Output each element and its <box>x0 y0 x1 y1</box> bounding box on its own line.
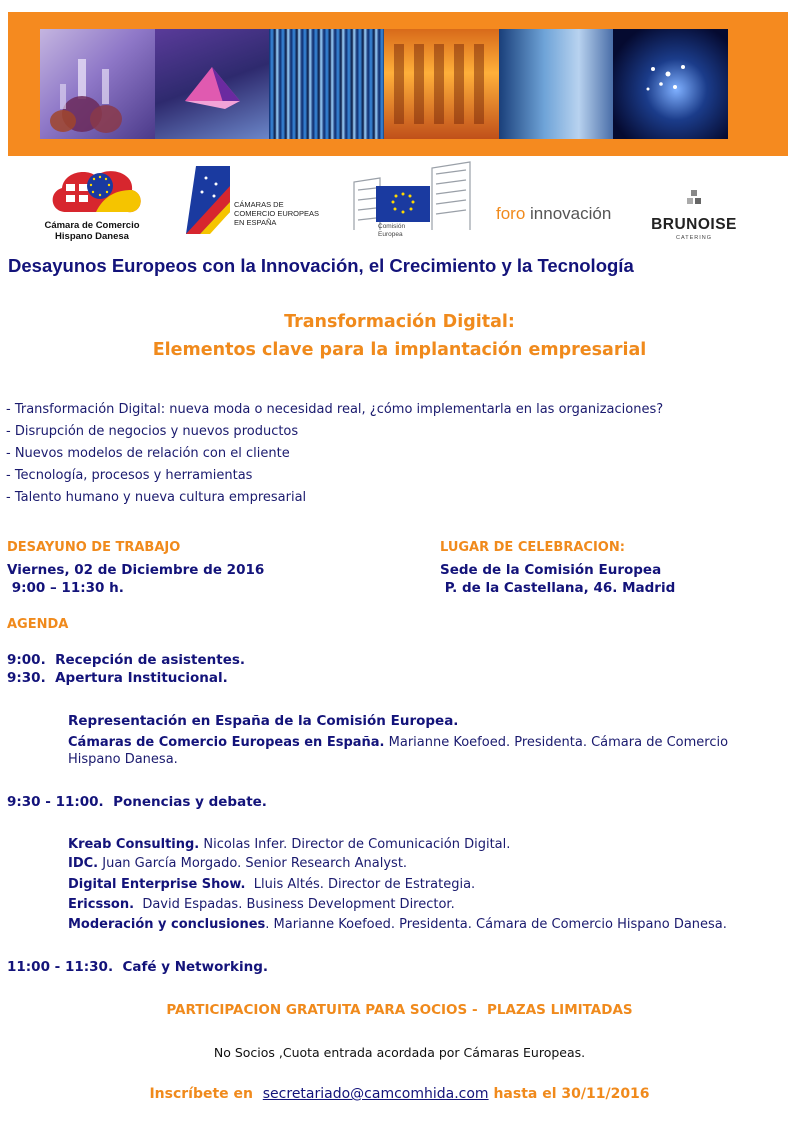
speaker-detail: Juan García Morgado. Senior Research Analyst. <box>98 856 408 871</box>
camaras-europeas-line2: COMERCIO EUROPEAS <box>234 209 320 218</box>
banner-image-strip <box>40 29 728 139</box>
network-image <box>499 29 614 139</box>
agenda-item: 9:30 - 11:00. Ponencias y debate. <box>7 794 267 810</box>
speaker-org: Digital Enterprise Show. <box>68 877 246 892</box>
camaras-europeas-logo <box>186 166 326 236</box>
brunoise-word: BRUNOISE <box>651 216 737 233</box>
foro-word: foro <box>496 204 526 223</box>
participacion-notice: PARTICIPACION GRATUITA PARA SOCIOS - PLAZAS LIMITADAS <box>166 1002 633 1018</box>
catering-word: CATERING <box>675 235 712 241</box>
camara-danesa-line1: Cámara de Comercio <box>44 220 140 231</box>
institutional-detail: Marianne Koefoed. Presidenta. Cámara de Comercio <box>384 735 729 750</box>
desayuno-date: Viernes, 02 de Diciembre de 2016 <box>7 562 265 578</box>
agenda-item: 9:00. Recepción de asistentes. <box>7 652 246 668</box>
topic-item: - Tecnología, procesos y herramientas <box>6 468 253 483</box>
inscribete-suffix: hasta el 30/11/2016 <box>488 1086 650 1102</box>
circuit-board-image <box>384 29 499 139</box>
page-title: Desayunos Europeos con la Innovación, el Crecimiento y la Tecnología <box>8 255 634 276</box>
brunoise-logo <box>640 190 750 245</box>
speaker-line <box>68 837 510 852</box>
brunoise-cubes-icon <box>685 190 705 210</box>
no-socios-note: No Socios ,Cuota entrada acordada por Cámaras Europeas. <box>213 1045 586 1060</box>
comision-europea-building-icon <box>350 160 474 246</box>
topic-item: - Transformación Digital: nueva moda o necesidad real, ¿cómo implementarla en las organizaciones? <box>6 402 664 417</box>
agenda-item: 11:00 - 11:30. Café y Networking. <box>7 959 269 975</box>
comision-line1: Comisión <box>378 223 406 230</box>
foro-innovacion-logo <box>496 204 611 224</box>
agenda-item: 9:30. Apertura Institucional. <box>7 670 228 686</box>
agenda-heading: AGENDA <box>7 617 69 632</box>
camara-danesa-emblem <box>42 162 150 220</box>
subtitle-line2: Elementos clave para la implantación empresarial <box>152 340 647 360</box>
camara-danesa-logo <box>42 162 150 242</box>
speaker-line <box>68 877 475 892</box>
email-link[interactable]: secretariado@camcomhida.com <box>262 1086 489 1102</box>
speaker-detail: Nicolas Infer. Director de Comunicación Digital. <box>199 837 511 852</box>
speaker-detail: . Marianne Koefoed. Presidenta. Cámara de Comercio Hispano Danesa. <box>265 917 727 932</box>
topic-item: - Talento humano y nueva cultura empresarial <box>6 490 307 505</box>
inscribete-line <box>0 1086 799 1102</box>
prism-image <box>155 29 270 139</box>
camaras-europeas-line3: EN ESPAÑA <box>234 218 277 227</box>
desayuno-time: 9:00 – 11:30 h. <box>7 580 124 596</box>
institutional-line: Representación en España de la Comisión Europea. <box>68 713 459 729</box>
institutional-line-continued: Hispano Danesa. <box>68 752 178 767</box>
fiber-optics-image <box>269 29 384 139</box>
camara-danesa-line2: Hispano Danesa <box>55 231 129 242</box>
lugar-heading: LUGAR DE CELEBRACION: <box>440 540 625 555</box>
institutional-line <box>68 735 728 750</box>
speaker-line <box>68 897 455 912</box>
speaker-detail: David Espadas. Business Development Director. <box>134 897 455 912</box>
subtitle-line1: Transformación Digital: <box>284 312 515 332</box>
light-fibers-image <box>613 29 728 139</box>
speaker-org: Kreab Consulting. <box>68 837 200 852</box>
speaker-org: Moderación y conclusiones <box>68 917 266 932</box>
inscribete-prefix: Inscríbete en <box>149 1086 263 1102</box>
speaker-line <box>68 856 407 871</box>
lab-flasks-image <box>40 29 155 139</box>
lugar-place: Sede de la Comisión Europea <box>440 562 662 578</box>
speaker-org: Ericsson. <box>68 897 135 912</box>
speaker-org: IDC. <box>68 856 99 871</box>
desayuno-heading: DESAYUNO DE TRABAJO <box>7 540 181 555</box>
topic-item: - Disrupción de negocios y nuevos productos <box>6 424 299 439</box>
speaker-detail: Lluis Altés. Director de Estrategia. <box>245 877 476 892</box>
camaras-europeas-line1: CÁMARAS DE <box>234 200 284 209</box>
institutional-org: Cámaras de Comercio Europeas en España. <box>68 735 385 750</box>
comision-line2: Europea <box>378 230 403 238</box>
innovacion-word: innovación <box>530 204 612 223</box>
speaker-line <box>68 917 727 932</box>
comision-europea-logo <box>350 160 474 246</box>
topic-item: - Nuevos modelos de relación con el cliente <box>6 446 290 461</box>
lugar-address: P. de la Castellana, 46. Madrid <box>440 580 676 596</box>
camaras-europeas-emblem <box>186 166 232 234</box>
